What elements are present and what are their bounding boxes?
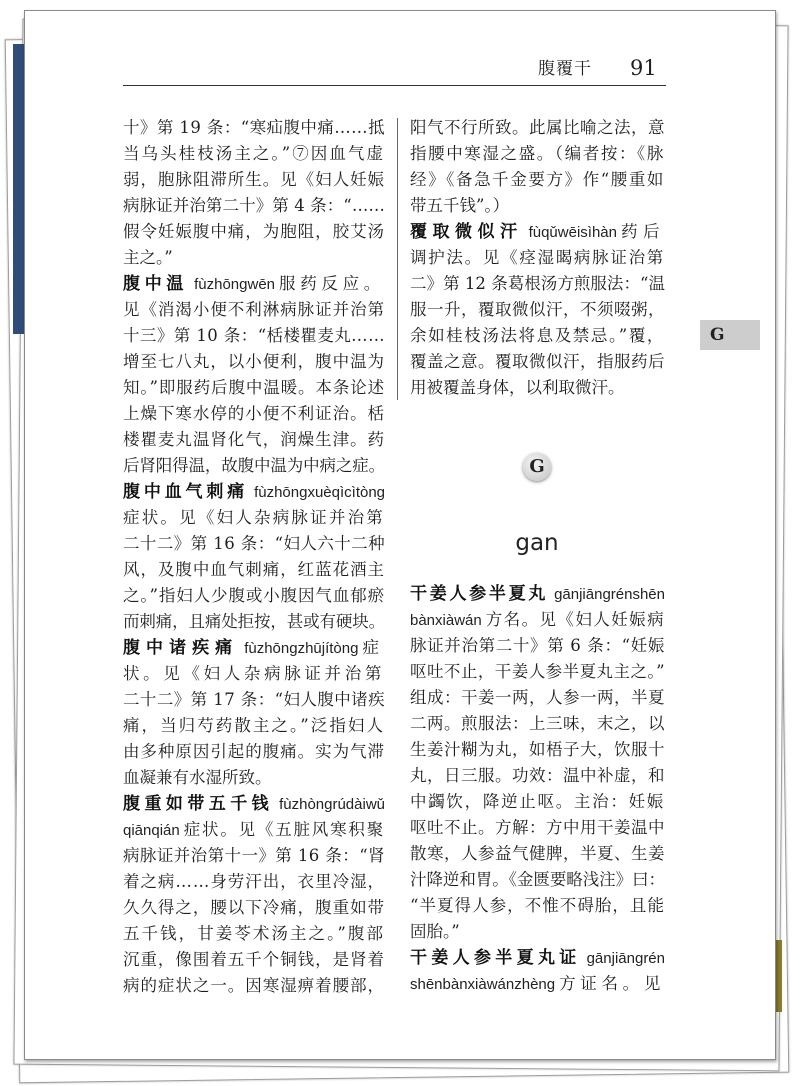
definition-text: 血凝兼有水湿所致。 (123, 768, 272, 787)
dictionary-entry (123, 271, 385, 479)
headword: 干姜人参半夏丸 (410, 584, 549, 604)
section-syllable-heading: gan (515, 530, 559, 556)
headword: 腹中血气刺痛 (123, 482, 249, 502)
definition-text: 楼瞿麦丸温肾化气，润燥生津。药 (123, 430, 386, 449)
definition-text: 经》《备急千金要方》作“腰重如 (410, 170, 665, 189)
definition-text: 覆盖之意。覆取微似汗，指服药后 (410, 352, 665, 371)
definition-text: 症状。见《妇人杂病脉证并治第 (123, 508, 385, 527)
running-head-guide-words: 腹覆干 (538, 59, 592, 79)
text-line (123, 713, 385, 739)
definition-text: 组成：干姜一两，人参一两，半夏 (410, 688, 665, 707)
text-line (410, 115, 665, 141)
text-line (410, 193, 665, 219)
text-line (123, 921, 385, 947)
text-line (123, 349, 385, 375)
text-line (123, 947, 385, 973)
headword: 干姜人参半夏丸证 (410, 948, 581, 968)
text-line (123, 453, 385, 479)
definition-text: 十》第 19 条：“寒疝腹中痛……抵 (123, 118, 385, 137)
text-line (410, 763, 665, 789)
definition-text: 二十二》第 17 条：“妇人腹中诸疾 (123, 690, 385, 709)
definition-text: 服一升，覆取微似汗，不须啜粥， (410, 300, 665, 319)
text-line (123, 193, 385, 219)
definition-text: 假令妊娠腹中痛，为胞阻，胶艾汤 (123, 222, 386, 241)
dictionary-entry (410, 581, 665, 945)
definition-text: 弱，胞脉阻滞所生。见《妇人妊娠 (123, 170, 386, 189)
text-line (410, 141, 665, 167)
text-line (123, 765, 385, 791)
definition-text: 病的症状之一。因寒湿痹着腰部， (123, 976, 386, 995)
text-line (123, 557, 385, 583)
definition-text: 病脉证并治第二十》第 4 条：“…… (123, 196, 385, 215)
definition-text: 带五千钱”。） (410, 196, 510, 215)
page-number: 91 (630, 56, 657, 80)
text-line (410, 945, 665, 971)
text-line (410, 893, 665, 919)
definition-text: 固胎。” (410, 922, 460, 941)
text-line (410, 323, 665, 349)
text-line (410, 971, 665, 997)
pinyin: fùzhòngrúdàiwǔ (279, 796, 386, 813)
text-line (123, 531, 385, 557)
definition-text: 调护法。见《痉湿暍病脉证治第 (410, 248, 665, 267)
pinyin: fùzhōngzhūjítòng (244, 640, 359, 657)
definition-text: 而刺痛，且痛处拒按，甚或有硬块。 (123, 612, 385, 631)
definition-text: 主之。” (123, 248, 173, 267)
definition-text: 药后 (620, 222, 666, 241)
text-line (123, 687, 385, 713)
entry-continuation (410, 115, 665, 219)
text-line (410, 841, 665, 867)
definition-text: 呕吐不止。方解：方中用干姜温中 (410, 818, 665, 837)
definition-text: 由多种原因引起的腹痛。实为气滞 (123, 742, 386, 761)
definition-text: 后肾阳得温，故腹中温为中病之症。 (123, 456, 385, 475)
text-line (123, 375, 385, 401)
definition-text: 十三》第 10 条：“栝楼瞿麦丸…… (123, 326, 385, 345)
headword: 覆取微似汗 (410, 222, 523, 242)
definition-text: 痛，当归芍药散主之。”泛指妇人 (123, 716, 385, 735)
definition-text: 知。”即服药后腹中温暖。本条论述 (123, 378, 386, 397)
text-line (123, 297, 385, 323)
pinyin: qiānqián (123, 822, 180, 839)
text-line (410, 633, 665, 659)
text-line (123, 739, 385, 765)
dictionary-entry (123, 791, 385, 999)
left-column (123, 115, 385, 999)
definition-text: 风，及腹中血气刺痛，红蓝花酒主 (123, 560, 386, 579)
definition-text: 方名。见《妇人妊娠病 (485, 610, 665, 629)
definition-text: 呕吐不止，干姜人参半夏丸主之。” (410, 662, 665, 681)
text-line (410, 271, 665, 297)
pinyin: fùzhōngxuèqìcìtòng (254, 484, 386, 501)
headword: 腹中诸疾痛 (123, 638, 239, 658)
definition-text: 症状。见《五脏风寒积聚 (183, 820, 385, 839)
text-line (123, 219, 385, 245)
definition-text: 见《消渴小便不利淋病脉证并治第 (123, 300, 386, 319)
pinyin: fùzhōngwēn (194, 276, 276, 293)
text-line (410, 867, 665, 893)
text-line (410, 815, 665, 841)
definition-text: 着之病……身劳汗出，衣里冷湿， (123, 872, 386, 891)
text-line (410, 711, 665, 737)
text-line (123, 141, 385, 167)
dictionary-entry (410, 219, 665, 401)
text-line (410, 659, 665, 685)
text-line (123, 869, 385, 895)
definition-text: 脉证并治第二十》第 6 条：“妊娠 (410, 636, 665, 655)
text-line (123, 661, 385, 687)
definition-text: 二十二》第 16 条：“妇人六十二种 (123, 534, 385, 553)
definition-text: 服药反应。 (279, 274, 386, 293)
entry-continuation (123, 115, 385, 271)
definition-text: 病脉证并治第十一》第 16 条：“肾 (123, 846, 385, 865)
definition-text: 余如桂枝汤法将息及禁忌。”覆， (410, 326, 665, 345)
text-line (410, 219, 665, 245)
pinyin: bànxiàwán (410, 612, 482, 629)
definition-text: 症 (362, 638, 386, 657)
dictionary-entry (123, 635, 385, 791)
text-line (123, 115, 385, 141)
section-letter-badge: G (523, 453, 551, 481)
definition-text: 久久得之，腰以下冷痛，腹重如带 (123, 898, 386, 917)
text-line (123, 479, 385, 505)
definition-text: 增至七八丸，以小便利，腹中温为 (123, 352, 386, 371)
definition-text: 之。”指妇人少腹或小腹因气血郁瘀 (123, 586, 386, 605)
definition-text: 上燥下寒水停的小便不利证治。栝 (123, 404, 386, 423)
right-column-upper (410, 115, 665, 401)
text-line (410, 581, 665, 607)
definition-text: 汁降逆和胃。《金匮要略浅注》曰： (410, 870, 665, 889)
text-line (410, 919, 665, 945)
definition-text: 沉重，像围着五千个铜钱，是肾着 (123, 950, 386, 969)
text-line (123, 895, 385, 921)
definition-text: 散寒，人参益气健脾，半夏、生姜 (410, 844, 665, 863)
definition-text: 阳气不行所致。此属比喻之法，意 (410, 118, 665, 137)
text-line (410, 789, 665, 815)
text-line (123, 401, 385, 427)
thumb-index-tab: G (700, 320, 760, 350)
text-line (410, 685, 665, 711)
text-line (123, 583, 385, 609)
definition-text: 指腰中寒湿之盛。（编者按：《脉 (410, 144, 665, 163)
pinyin: shēnbànxiàwánzhèng (410, 976, 556, 993)
definition-text: “半夏得人参，不惟不碍胎，且能 (410, 896, 666, 915)
text-line (123, 609, 385, 635)
definition-text: 方证名。见 (559, 974, 665, 993)
text-line (410, 607, 665, 633)
text-line (123, 323, 385, 349)
column-divider (397, 118, 398, 400)
right-column-lower (410, 581, 665, 997)
text-line (410, 297, 665, 323)
text-line (123, 427, 385, 453)
text-line (123, 973, 385, 999)
text-line (123, 843, 385, 869)
text-line (123, 271, 385, 297)
text-line (410, 375, 665, 401)
definition-text: 状。见《妇人杂病脉证并治第 (123, 664, 386, 683)
text-line (123, 817, 385, 843)
pinyin: fùqǔwēisìhàn (528, 224, 617, 241)
definition-text: 二》第 12 条葛根汤方煎服法：“温 (410, 274, 665, 293)
pinyin: gānjiāngrén (586, 950, 665, 967)
definition-text: 中蠲饮，降逆止呕。主治：妊娠 (410, 792, 665, 811)
text-line (123, 505, 385, 531)
header-rule (123, 85, 666, 86)
dictionary-entry (410, 945, 665, 997)
text-line (123, 791, 385, 817)
headword: 腹中温 (123, 274, 189, 294)
headword: 腹重如带五千钱 (123, 794, 274, 814)
text-line (123, 167, 385, 193)
pinyin: gānjiāngrénshēn (554, 586, 665, 603)
definition-text: 用被覆盖身体，以利取微汗。 (410, 378, 625, 397)
definition-text: 当乌头桂枝汤主之。”⑦因血气虚 (123, 144, 385, 163)
definition-text: 五千钱，甘姜苓术汤主之。”腹部 (123, 924, 385, 943)
text-line (410, 167, 665, 193)
text-line (410, 245, 665, 271)
definition-text: 生姜汁糊为丸，如梧子大，饮服十 (410, 740, 665, 759)
text-line (123, 245, 385, 271)
text-line (410, 349, 665, 375)
definition-text: 二两。煎服法：上三味，末之，以 (410, 714, 665, 733)
text-line (410, 737, 665, 763)
definition-text: 丸，日三服。功效：温中补虚，和 (410, 766, 665, 785)
text-line (123, 635, 385, 661)
dictionary-entry (123, 479, 385, 635)
